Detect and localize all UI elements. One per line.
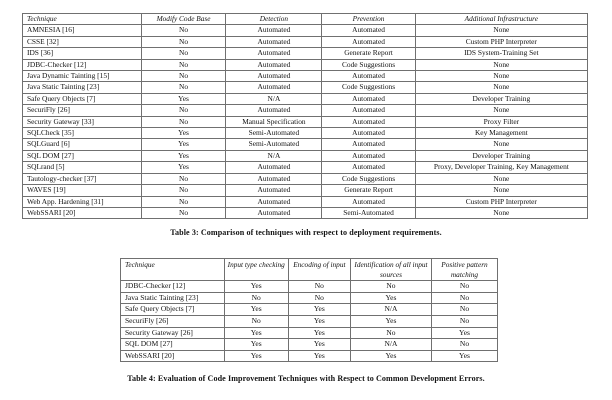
table-cell: None (415, 173, 587, 184)
table-cell: Yes (224, 327, 288, 339)
table3-col-detection: Detection (226, 14, 322, 25)
table4-col-technique: Technique (121, 259, 225, 281)
technique-name-cell: JDBC-Checker [12] (23, 59, 142, 70)
table-cell: Custom PHP Interpreter (415, 196, 587, 207)
table-row (23, 105, 588, 116)
deployment-requirements-table (22, 13, 588, 219)
table-cell: No (141, 25, 226, 36)
technique-name-cell: WebSSARI [20] (23, 207, 142, 218)
technique-name-cell: SQL DOM [27] (23, 150, 142, 161)
table-cell: Automated (226, 162, 322, 173)
table-cell: No (141, 105, 226, 116)
technique-name-cell: IDS [36] (23, 48, 142, 59)
technique-name-cell: Security Gateway [26] (121, 327, 225, 339)
table-cell: N/A (350, 304, 431, 316)
table-row (23, 173, 588, 184)
table4-col-identification-of-input-sources: Identification of all input sources (350, 259, 431, 281)
table-row (23, 128, 588, 139)
table-cell: Yes (350, 350, 431, 362)
technique-name-cell: JDBC-Checker [12] (121, 281, 225, 293)
table-row (23, 93, 588, 104)
table-cell: Automated (226, 207, 322, 218)
technique-name-cell: SecuriFly [26] (121, 315, 225, 327)
table-cell: No (141, 173, 226, 184)
table-cell: N/A (350, 339, 431, 351)
technique-name-cell: Safe Query Objects [7] (121, 304, 225, 316)
table-cell: Yes (350, 292, 431, 304)
table4-container (120, 258, 498, 362)
technique-name-cell: SQLrand [5] (23, 162, 142, 173)
table3-col-prevention: Prevention (322, 14, 415, 25)
table-cell: Yes (224, 350, 288, 362)
table-cell: None (415, 25, 587, 36)
table3-caption: Table 3: Comparison of techniques with respect to deployment requirements. (170, 228, 442, 237)
technique-name-cell: Java Static Tainting [23] (23, 82, 142, 93)
table4-col-input-type-checking: Input type checking (224, 259, 288, 281)
table-cell: Yes (141, 139, 226, 150)
table-row (23, 196, 588, 207)
table-cell: None (415, 139, 587, 150)
table-cell: Automated (226, 105, 322, 116)
table-cell: Yes (288, 339, 350, 351)
table-row (23, 48, 588, 59)
table-cell: Yes (141, 93, 226, 104)
table-cell: Automated (226, 59, 322, 70)
table-cell: Automated (322, 105, 415, 116)
table-row (23, 36, 588, 47)
table-cell: No (141, 71, 226, 82)
table4-body (121, 281, 498, 362)
table-cell: Yes (350, 315, 431, 327)
table-row (121, 281, 498, 293)
table-row (121, 339, 498, 351)
table-cell: IDS System-Training Set (415, 48, 587, 59)
table4-header (121, 259, 498, 281)
table-row (23, 150, 588, 161)
table-cell: Developer Training (415, 150, 587, 161)
table-row (23, 59, 588, 70)
table-cell: No (141, 82, 226, 93)
table-cell: Yes (141, 128, 226, 139)
table-cell: Automated (322, 116, 415, 127)
table-cell: Key Management (415, 128, 587, 139)
table-cell: Automated (226, 82, 322, 93)
table-row (121, 304, 498, 316)
technique-name-cell: Security Gateway [33] (23, 116, 142, 127)
table-cell: Automated (226, 25, 322, 36)
technique-name-cell: Tautology-checker [37] (23, 173, 142, 184)
technique-name-cell: Java Dynamic Tainting [15] (23, 71, 142, 82)
table4-header-row (121, 259, 498, 281)
table-row (23, 207, 588, 218)
table-cell: Automated (322, 196, 415, 207)
table-cell: Developer Training (415, 93, 587, 104)
table-cell: Code Suggestions (322, 59, 415, 70)
table-cell: No (141, 36, 226, 47)
table-cell: None (415, 207, 587, 218)
table-cell: Yes (141, 162, 226, 173)
table-cell: None (415, 59, 587, 70)
table-row (23, 25, 588, 36)
table-cell: Code Suggestions (322, 173, 415, 184)
table-cell: Automated (322, 93, 415, 104)
table-cell: Generate Report (322, 185, 415, 196)
technique-name-cell: Web App. Hardening [31] (23, 196, 142, 207)
table-cell: N/A (226, 150, 322, 161)
technique-name-cell: WebSSARI [20] (121, 350, 225, 362)
table-cell: No (224, 315, 288, 327)
table3-body (23, 25, 588, 219)
table-cell: Yes (224, 339, 288, 351)
table-cell: Automated (226, 196, 322, 207)
table-cell: Automated (322, 25, 415, 36)
table4-col-encoding-of-input: Encoding of input (288, 259, 350, 281)
table-cell: No (141, 116, 226, 127)
table-cell: No (350, 327, 431, 339)
table-cell: Yes (288, 350, 350, 362)
technique-name-cell: CSSE [32] (23, 36, 142, 47)
table-cell: Automated (226, 173, 322, 184)
table-cell: Semi-Automated (226, 139, 322, 150)
table-cell: None (415, 105, 587, 116)
technique-name-cell: SecuriFly [26] (23, 105, 142, 116)
table-cell: Automated (226, 36, 322, 47)
table4-caption: Table 4: Evaluation of Code Improvement Techniques with Respect to Common Development Errors. (127, 374, 485, 383)
table-row (121, 350, 498, 362)
table-cell: No (224, 292, 288, 304)
table-row (121, 327, 498, 339)
table-cell: No (288, 281, 350, 293)
table3-col-additional-infrastructure: Additional Infrastructure (415, 14, 587, 25)
table-cell: Yes (288, 327, 350, 339)
table-cell: Automated (226, 185, 322, 196)
table-cell: Yes (224, 281, 288, 293)
technique-name-cell: SQLCheck [35] (23, 128, 142, 139)
table-cell: No (141, 48, 226, 59)
table-row (23, 116, 588, 127)
table-cell: Yes (432, 327, 498, 339)
table-row (121, 292, 498, 304)
table-cell: Yes (224, 304, 288, 316)
table-cell: Automated (322, 128, 415, 139)
technique-name-cell: SQL DOM [27] (121, 339, 225, 351)
table-cell: N/A (226, 93, 322, 104)
table-cell: Proxy Filter (415, 116, 587, 127)
table-row (23, 139, 588, 150)
table4-col-positive-pattern-matching: Positive pattern matching (432, 259, 498, 281)
table-cell: Automated (322, 36, 415, 47)
table-cell: No (432, 339, 498, 351)
table-row (23, 185, 588, 196)
table-cell: No (350, 281, 431, 293)
technique-name-cell: Java Static Tainting [23] (121, 292, 225, 304)
table-cell: No (141, 196, 226, 207)
table-cell: Automated (322, 162, 415, 173)
table-cell: None (415, 71, 587, 82)
technique-name-cell: WAVES [19] (23, 185, 142, 196)
table-cell: Yes (432, 350, 498, 362)
table-cell: Yes (141, 150, 226, 161)
table-cell: Semi-Automated (226, 128, 322, 139)
table-cell: None (415, 185, 587, 196)
table3-header (23, 14, 588, 25)
table-cell: No (432, 315, 498, 327)
table-cell: Automated (322, 71, 415, 82)
table-cell: Proxy, Developer Training, Key Management (415, 162, 587, 173)
table-cell: No (288, 292, 350, 304)
table3-header-row (23, 14, 588, 25)
table-cell: No (432, 304, 498, 316)
table-row (23, 71, 588, 82)
technique-name-cell: Safe Query Objects [7] (23, 93, 142, 104)
table-cell: Automated (322, 139, 415, 150)
table3-container (22, 13, 588, 219)
technique-name-cell: SQLGuard [6] (23, 139, 142, 150)
table3-col-technique: Technique (23, 14, 142, 25)
table-cell: Yes (288, 304, 350, 316)
table-cell: Custom PHP Interpreter (415, 36, 587, 47)
table-row (23, 82, 588, 93)
table-cell: No (432, 281, 498, 293)
table-cell: Code Suggestions (322, 82, 415, 93)
table-cell: Yes (288, 315, 350, 327)
table-cell: Manual Specification (226, 116, 322, 127)
table-cell: No (141, 59, 226, 70)
table-row (23, 162, 588, 173)
table-cell: Generate Report (322, 48, 415, 59)
table-cell: Automated (322, 150, 415, 161)
table-cell: No (432, 292, 498, 304)
technique-name-cell: AMNESIA [16] (23, 25, 142, 36)
table-cell: Semi-Automated (322, 207, 415, 218)
table-cell: No (141, 207, 226, 218)
table-cell: Automated (226, 71, 322, 82)
code-improvement-evaluation-table (120, 258, 498, 362)
table-cell: Automated (226, 48, 322, 59)
table3-col-modify-code-base: Modify Code Base (141, 14, 226, 25)
table-cell: None (415, 82, 587, 93)
table-cell: No (141, 185, 226, 196)
table-row (121, 315, 498, 327)
